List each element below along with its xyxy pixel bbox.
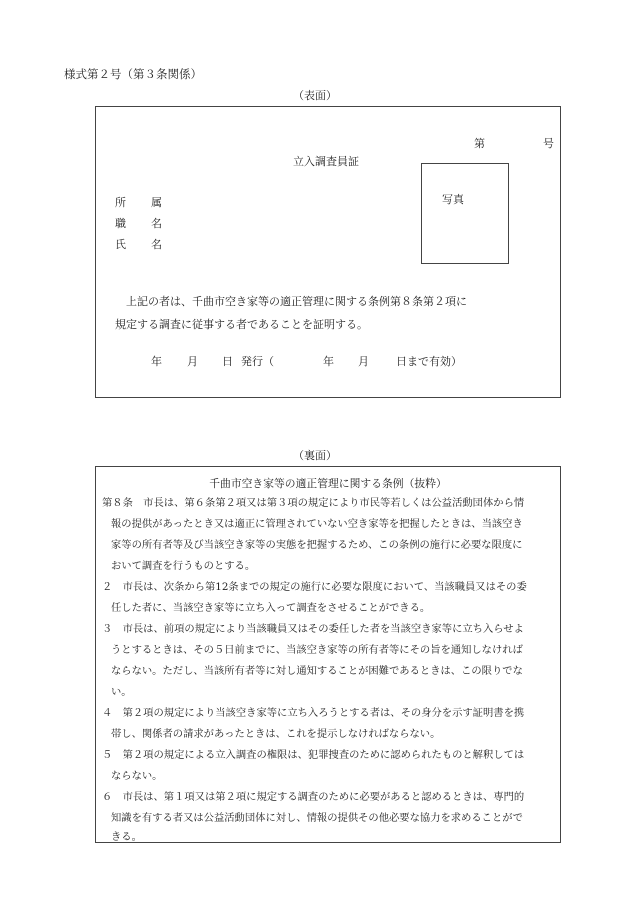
ordinance-line: 第８条 市長は、第６条第２項又は第３項の規定により市民等若しくは公益活動団体から情 xyxy=(102,497,525,509)
ordinance-line: ３ 市長は、前項の規定により当該職員又はその委任した者を当該空き家等に立ち入らせよ xyxy=(102,623,524,635)
ordinance-line: い。 xyxy=(111,686,132,698)
ordinance-line: ４ 第２項の規定により当該空き家等に立ち入ろうとする者は、その身分を示す証明書を携 xyxy=(102,707,525,719)
ordinance-line: ２ 市長は、次条から第12条までの規定の施行に必要な限度において、当該職員又はその委 xyxy=(102,581,527,593)
card-title: 立入調査員証 xyxy=(293,155,359,168)
ordinance-line: 知識を有する者又は公益活動団体に対し、情報の提供その他必要な協力を求めることがで xyxy=(111,812,523,824)
ordinance-line: ５ 第２項の規定による立入調査の権限は、犯罪捜査のために認められたものと解釈しては xyxy=(102,749,525,761)
ordinance-line: うとするときは、その５日前までに、当該空き家等の所有者等にその旨を通知しなければ xyxy=(111,644,523,656)
certification-text-line-1: 上記の者は、千曲市空き家等の適正管理に関する条例第８条第２項に xyxy=(126,295,467,308)
ordinance-line: 家等の所有者等及び当該空き家等の実態を把握するため、この条例の施行に必要な限度に xyxy=(111,539,523,551)
ordinance-line: きる。 xyxy=(111,831,142,843)
id-card-front: 第 号 立入調査員証 写真 所 属 職 名 氏 名 上記の者は、千曲市空き家等の適正管理に関する条例第８条第２項に 規定する調査に従事する者であることを証明する。 年 月 日 発行（ 年 月 日まで有効） xyxy=(95,106,561,398)
certification-text-line-2: 規定する調査に従事する者であることを証明する。 xyxy=(115,318,368,331)
card-number-prefix: 第 xyxy=(474,137,485,150)
ordinance-line: 帯し、関係者の請求があったときは、これを提示しなければならない。 xyxy=(111,728,441,740)
card-number-suffix: 号 xyxy=(543,137,554,150)
ordinance-title: 千曲市空き家等の適正管理に関する条例（抜粋） xyxy=(209,477,447,490)
photo-label: 写真 xyxy=(442,193,464,206)
front-side-label: （表面） xyxy=(293,89,337,102)
ordinance-line: おいて調査を行うものとする。 xyxy=(111,560,256,572)
ordinance-line: ならない。ただし、当該所有者等に対し通知することが困難であるときは、この限りでな xyxy=(111,665,523,677)
back-side-label: （裏面） xyxy=(293,449,337,462)
photo-placeholder xyxy=(421,163,509,264)
ordinance-line: ならない。 xyxy=(111,770,163,782)
ordinance-line: ６ 市長は、第１項又は第２項に規定する調査のために必要があると認めるときは、専門的 xyxy=(102,791,525,803)
ordinance-line: 報の提供があったとき又は適正に管理されていない空き家等を把握したときは、当該空き xyxy=(111,518,523,530)
form-number: 様式第２号（第３条関係） xyxy=(64,67,202,81)
ordinance-excerpt-box xyxy=(95,466,561,843)
ordinance-line: 任した者に、当該空き家等に立ち入って調査をさせることができる。 xyxy=(111,602,431,614)
